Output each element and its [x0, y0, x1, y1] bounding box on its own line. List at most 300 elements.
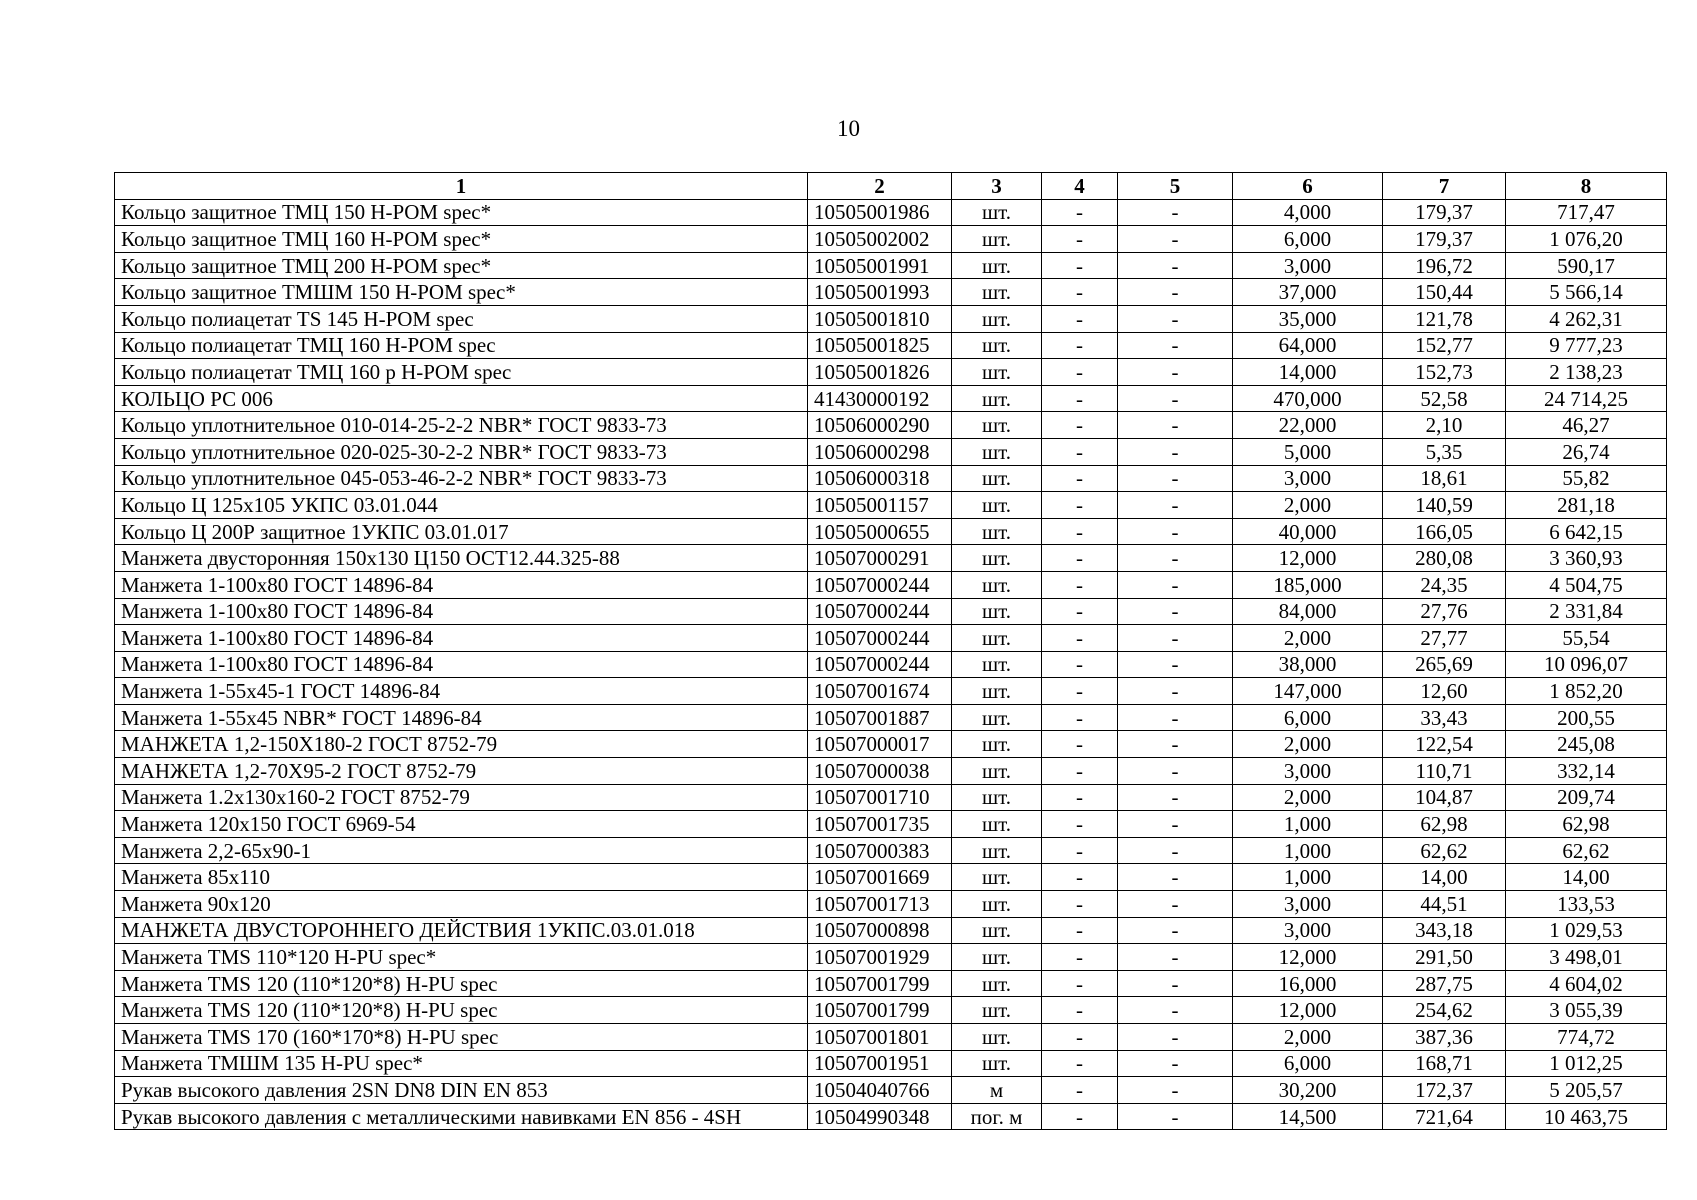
unit-cell: шт.: [952, 359, 1042, 386]
quantity-cell: 3,000: [1233, 891, 1383, 918]
item-code-cell: 10504040766: [808, 1077, 952, 1104]
item-name-cell: Кольцо защитное ТМЦ 200 H-POM spec*: [115, 252, 808, 279]
item-code-cell: 10507000038: [808, 758, 952, 785]
item-code-cell: 10505000655: [808, 518, 952, 545]
table-row: [115, 944, 1667, 971]
column-5-cell: -: [1118, 917, 1233, 944]
item-code-cell: 10506000290: [808, 412, 952, 439]
unit-cell: шт.: [952, 199, 1042, 226]
sum-cell: 281,18: [1506, 492, 1667, 519]
item-name-cell: Манжета ТМШМ 135 H-PU spec*: [115, 1050, 808, 1077]
column-5-cell: -: [1118, 332, 1233, 359]
price-cell: 287,75: [1383, 970, 1506, 997]
table-row: [115, 545, 1667, 572]
sum-cell: 2 138,23: [1506, 359, 1667, 386]
table-body: [115, 199, 1667, 1130]
item-name-cell: Манжета TMS 110*120 H-PU spec*: [115, 944, 808, 971]
sum-cell: 332,14: [1506, 758, 1667, 785]
quantity-cell: 2,000: [1233, 784, 1383, 811]
unit-cell: шт.: [952, 226, 1042, 253]
quantity-cell: 12,000: [1233, 997, 1383, 1024]
sum-cell: 14,00: [1506, 864, 1667, 891]
table-row: [115, 332, 1667, 359]
quantity-cell: 3,000: [1233, 758, 1383, 785]
price-cell: 2,10: [1383, 412, 1506, 439]
unit-cell: шт.: [952, 678, 1042, 705]
spec-table: [114, 172, 1667, 1130]
price-cell: 104,87: [1383, 784, 1506, 811]
table-row: [115, 811, 1667, 838]
unit-cell: шт.: [952, 784, 1042, 811]
column-5-cell: -: [1118, 758, 1233, 785]
price-cell: 140,59: [1383, 492, 1506, 519]
price-cell: 110,71: [1383, 758, 1506, 785]
item-name-cell: Кольцо защитное ТМЦ 160 H-POM spec*: [115, 226, 808, 253]
item-name-cell: Манжета 1-55х45-1 ГОСТ 14896-84: [115, 678, 808, 705]
column-5-cell: -: [1118, 837, 1233, 864]
table-row: [115, 704, 1667, 731]
price-cell: 172,37: [1383, 1077, 1506, 1104]
column-4-cell: -: [1042, 412, 1118, 439]
table-row: [115, 359, 1667, 386]
quantity-cell: 12,000: [1233, 944, 1383, 971]
column-5-cell: -: [1118, 359, 1233, 386]
item-name-cell: Манжета TMS 120 (110*120*8) H-PU spec: [115, 970, 808, 997]
sum-cell: 9 777,23: [1506, 332, 1667, 359]
item-name-cell: Рукав высокого давления 2SN DN8 DIN EN 853: [115, 1077, 808, 1104]
quantity-cell: 5,000: [1233, 438, 1383, 465]
sum-cell: 24 714,25: [1506, 385, 1667, 412]
quantity-cell: 1,000: [1233, 864, 1383, 891]
item-code-cell: 10507000244: [808, 598, 952, 625]
sum-cell: 10 463,75: [1506, 1103, 1667, 1130]
table-row: [115, 492, 1667, 519]
item-code-cell: 10506000298: [808, 438, 952, 465]
unit-cell: шт.: [952, 305, 1042, 332]
item-name-cell: Манжета 120х150 ГОСТ 6969-54: [115, 811, 808, 838]
item-code-cell: 10507001710: [808, 784, 952, 811]
item-code-cell: 10507001801: [808, 1024, 952, 1051]
column-4-cell: -: [1042, 571, 1118, 598]
table-row: [115, 252, 1667, 279]
column-4-cell: -: [1042, 518, 1118, 545]
quantity-cell: 14,500: [1233, 1103, 1383, 1130]
table-row: [115, 1103, 1667, 1130]
item-name-cell: Кольцо полиацетат ТМЦ 160 р H-POM spec: [115, 359, 808, 386]
unit-cell: шт.: [952, 891, 1042, 918]
sum-cell: 200,55: [1506, 704, 1667, 731]
column-5-cell: -: [1118, 465, 1233, 492]
item-code-cell: 10505001993: [808, 279, 952, 306]
item-name-cell: Манжета 1-55х45 NBR* ГОСТ 14896-84: [115, 704, 808, 731]
column-5-cell: -: [1118, 1024, 1233, 1051]
column-5-cell: -: [1118, 385, 1233, 412]
unit-cell: шт.: [952, 731, 1042, 758]
table-row: [115, 518, 1667, 545]
table-row: [115, 385, 1667, 412]
column-5-cell: -: [1118, 571, 1233, 598]
price-cell: 343,18: [1383, 917, 1506, 944]
table-row: [115, 758, 1667, 785]
table-row: [115, 731, 1667, 758]
unit-cell: шт.: [952, 811, 1042, 838]
item-name-cell: Кольцо Ц 125х105 УКПС 03.01.044: [115, 492, 808, 519]
column-4-cell: -: [1042, 252, 1118, 279]
price-cell: 5,35: [1383, 438, 1506, 465]
price-cell: 152,77: [1383, 332, 1506, 359]
table-row: [115, 412, 1667, 439]
unit-cell: шт.: [952, 465, 1042, 492]
sum-cell: 62,62: [1506, 837, 1667, 864]
unit-cell: шт.: [952, 571, 1042, 598]
column-4-cell: -: [1042, 997, 1118, 1024]
column-4-cell: -: [1042, 359, 1118, 386]
column-4-cell: -: [1042, 305, 1118, 332]
column-5-cell: -: [1118, 545, 1233, 572]
sum-cell: 10 096,07: [1506, 651, 1667, 678]
table-row: [115, 784, 1667, 811]
header-cell-sum: 8: [1506, 173, 1667, 200]
item-name-cell: Манжета 1-100х80 ГОСТ 14896-84: [115, 625, 808, 652]
column-4-cell: -: [1042, 438, 1118, 465]
column-5-cell: -: [1118, 279, 1233, 306]
column-4-cell: -: [1042, 651, 1118, 678]
unit-cell: шт.: [952, 518, 1042, 545]
item-name-cell: Манжета 1-100х80 ГОСТ 14896-84: [115, 598, 808, 625]
column-5-cell: -: [1118, 811, 1233, 838]
quantity-cell: 22,000: [1233, 412, 1383, 439]
quantity-cell: 6,000: [1233, 704, 1383, 731]
quantity-cell: 12,000: [1233, 545, 1383, 572]
column-5-cell: -: [1118, 492, 1233, 519]
column-5-cell: -: [1118, 1050, 1233, 1077]
column-4-cell: -: [1042, 465, 1118, 492]
price-cell: 265,69: [1383, 651, 1506, 678]
column-4-cell: -: [1042, 784, 1118, 811]
price-cell: 33,43: [1383, 704, 1506, 731]
sum-cell: 55,82: [1506, 465, 1667, 492]
price-cell: 168,71: [1383, 1050, 1506, 1077]
table-row: [115, 917, 1667, 944]
price-cell: 121,78: [1383, 305, 1506, 332]
price-cell: 152,73: [1383, 359, 1506, 386]
column-5-cell: -: [1118, 438, 1233, 465]
item-name-cell: МАНЖЕТА 1,2-70Х95-2 ГОСТ 8752-79: [115, 758, 808, 785]
item-name-cell: Манжета 90х120: [115, 891, 808, 918]
item-code-cell: 10506000318: [808, 465, 952, 492]
unit-cell: шт.: [952, 704, 1042, 731]
sum-cell: 26,74: [1506, 438, 1667, 465]
item-code-cell: 10507000383: [808, 837, 952, 864]
quantity-cell: 84,000: [1233, 598, 1383, 625]
unit-cell: пог. м: [952, 1103, 1042, 1130]
column-5-cell: -: [1118, 970, 1233, 997]
column-4-cell: -: [1042, 279, 1118, 306]
column-5-cell: -: [1118, 944, 1233, 971]
item-name-cell: Кольцо Ц 200Р защитное 1УКПС 03.01.017: [115, 518, 808, 545]
column-5-cell: -: [1118, 305, 1233, 332]
item-name-cell: Манжета двусторонняя 150х130 Ц150 ОСТ12.44.325-88: [115, 545, 808, 572]
sum-cell: 133,53: [1506, 891, 1667, 918]
unit-cell: шт.: [952, 864, 1042, 891]
item-code-cell: 10504990348: [808, 1103, 952, 1130]
item-name-cell: Кольцо уплотнительное 045-053-46-2-2 NBR* ГОСТ 9833-73: [115, 465, 808, 492]
quantity-cell: 14,000: [1233, 359, 1383, 386]
item-name-cell: Манжета TMS 170 (160*170*8) H-PU spec: [115, 1024, 808, 1051]
column-4-cell: -: [1042, 332, 1118, 359]
item-code-cell: 10507001713: [808, 891, 952, 918]
price-cell: 150,44: [1383, 279, 1506, 306]
sum-cell: 4 504,75: [1506, 571, 1667, 598]
item-name-cell: Рукав высокого давления с металлическими навивками EN 856 - 4SH: [115, 1103, 808, 1130]
quantity-cell: 35,000: [1233, 305, 1383, 332]
quantity-cell: 1,000: [1233, 837, 1383, 864]
column-5-cell: -: [1118, 997, 1233, 1024]
column-4-cell: -: [1042, 1050, 1118, 1077]
unit-cell: м: [952, 1077, 1042, 1104]
item-code-cell: 10507001674: [808, 678, 952, 705]
item-code-cell: 10507001929: [808, 944, 952, 971]
sum-cell: 46,27: [1506, 412, 1667, 439]
item-code-cell: 10507001735: [808, 811, 952, 838]
quantity-cell: 4,000: [1233, 199, 1383, 226]
item-name-cell: Манжета 1-100х80 ГОСТ 14896-84: [115, 651, 808, 678]
unit-cell: шт.: [952, 625, 1042, 652]
sum-cell: 55,54: [1506, 625, 1667, 652]
header-cell-quantity: 6: [1233, 173, 1383, 200]
price-cell: 291,50: [1383, 944, 1506, 971]
quantity-cell: 185,000: [1233, 571, 1383, 598]
column-5-cell: -: [1118, 651, 1233, 678]
quantity-cell: 470,000: [1233, 385, 1383, 412]
table-row: [115, 625, 1667, 652]
item-code-cell: 10507001669: [808, 864, 952, 891]
table-row: [115, 970, 1667, 997]
column-5-cell: -: [1118, 226, 1233, 253]
price-cell: 122,54: [1383, 731, 1506, 758]
table-row: [115, 1024, 1667, 1051]
column-4-cell: -: [1042, 811, 1118, 838]
unit-cell: шт.: [952, 651, 1042, 678]
quantity-cell: 64,000: [1233, 332, 1383, 359]
table-row: [115, 997, 1667, 1024]
header-cell-unit: 3: [952, 173, 1042, 200]
column-4-cell: -: [1042, 758, 1118, 785]
price-cell: 280,08: [1383, 545, 1506, 572]
item-name-cell: Манжета 2,2-65х90-1: [115, 837, 808, 864]
header-cell-name: 1: [115, 173, 808, 200]
unit-cell: шт.: [952, 252, 1042, 279]
column-5-cell: -: [1118, 891, 1233, 918]
quantity-cell: 37,000: [1233, 279, 1383, 306]
header-cell-col4: 4: [1042, 173, 1118, 200]
column-4-cell: -: [1042, 1024, 1118, 1051]
table-row: [115, 465, 1667, 492]
column-5-cell: -: [1118, 412, 1233, 439]
price-cell: 24,35: [1383, 571, 1506, 598]
table-row: [115, 571, 1667, 598]
price-cell: 387,36: [1383, 1024, 1506, 1051]
quantity-cell: 30,200: [1233, 1077, 1383, 1104]
price-cell: 27,76: [1383, 598, 1506, 625]
table-row: [115, 279, 1667, 306]
column-4-cell: -: [1042, 1077, 1118, 1104]
price-cell: 62,62: [1383, 837, 1506, 864]
column-4-cell: -: [1042, 837, 1118, 864]
header-cell-code: 2: [808, 173, 952, 200]
column-4-cell: -: [1042, 1103, 1118, 1130]
item-name-cell: МАНЖЕТА ДВУСТОРОННЕГО ДЕЙСТВИЯ 1УКПС.03.01.018: [115, 917, 808, 944]
item-name-cell: Кольцо полиацетат TS 145 H-POM spec: [115, 305, 808, 332]
table-row: [115, 651, 1667, 678]
item-code-cell: 10507000017: [808, 731, 952, 758]
item-code-cell: 10505001157: [808, 492, 952, 519]
quantity-cell: 6,000: [1233, 1050, 1383, 1077]
price-cell: 44,51: [1383, 891, 1506, 918]
item-name-cell: Манжета 1-100х80 ГОСТ 14896-84: [115, 571, 808, 598]
quantity-cell: 6,000: [1233, 226, 1383, 253]
sum-cell: 209,74: [1506, 784, 1667, 811]
table-row: [115, 678, 1667, 705]
column-4-cell: -: [1042, 545, 1118, 572]
column-4-cell: -: [1042, 492, 1118, 519]
sum-cell: 6 642,15: [1506, 518, 1667, 545]
price-cell: 179,37: [1383, 226, 1506, 253]
price-cell: 27,77: [1383, 625, 1506, 652]
table-row: [115, 837, 1667, 864]
quantity-cell: 1,000: [1233, 811, 1383, 838]
header-row: [115, 173, 1667, 200]
price-cell: 52,58: [1383, 385, 1506, 412]
item-code-cell: 41430000192: [808, 385, 952, 412]
sum-cell: 590,17: [1506, 252, 1667, 279]
sum-cell: 1 076,20: [1506, 226, 1667, 253]
item-name-cell: Манжета 85х110: [115, 864, 808, 891]
price-cell: 62,98: [1383, 811, 1506, 838]
column-4-cell: -: [1042, 598, 1118, 625]
item-name-cell: Кольцо защитное ТМШМ 150 H-POM spec*: [115, 279, 808, 306]
sum-cell: 3 498,01: [1506, 944, 1667, 971]
item-code-cell: 10507001799: [808, 970, 952, 997]
column-4-cell: -: [1042, 731, 1118, 758]
price-cell: 14,00: [1383, 864, 1506, 891]
unit-cell: шт.: [952, 997, 1042, 1024]
column-5-cell: -: [1118, 598, 1233, 625]
page-number: 10: [837, 116, 860, 141]
sum-cell: 3 055,39: [1506, 997, 1667, 1024]
column-5-cell: -: [1118, 731, 1233, 758]
table-row: [115, 438, 1667, 465]
item-name-cell: МАНЖЕТА 1,2-150Х180-2 ГОСТ 8752-79: [115, 731, 808, 758]
column-4-cell: -: [1042, 226, 1118, 253]
column-5-cell: -: [1118, 864, 1233, 891]
unit-cell: шт.: [952, 279, 1042, 306]
item-name-cell: Кольцо защитное ТМЦ 150 H-POM spec*: [115, 199, 808, 226]
quantity-cell: 2,000: [1233, 731, 1383, 758]
header-cell-col5: 5: [1118, 173, 1233, 200]
table-row: [115, 864, 1667, 891]
unit-cell: шт.: [952, 492, 1042, 519]
sum-cell: 3 360,93: [1506, 545, 1667, 572]
item-code-cell: 10505001826: [808, 359, 952, 386]
unit-cell: шт.: [952, 545, 1042, 572]
table-row: [115, 1077, 1667, 1104]
item-code-cell: 10507000244: [808, 625, 952, 652]
sum-cell: 5 566,14: [1506, 279, 1667, 306]
price-cell: 721,64: [1383, 1103, 1506, 1130]
price-cell: 12,60: [1383, 678, 1506, 705]
column-5-cell: -: [1118, 252, 1233, 279]
column-4-cell: -: [1042, 944, 1118, 971]
item-code-cell: 10505001810: [808, 305, 952, 332]
item-code-cell: 10507001887: [808, 704, 952, 731]
item-name-cell: Кольцо уплотнительное 020-025-30-2-2 NBR* ГОСТ 9833-73: [115, 438, 808, 465]
sum-cell: 2 331,84: [1506, 598, 1667, 625]
table-row: [115, 199, 1667, 226]
column-4-cell: -: [1042, 891, 1118, 918]
unit-cell: шт.: [952, 385, 1042, 412]
unit-cell: шт.: [952, 438, 1042, 465]
item-code-cell: 10507000898: [808, 917, 952, 944]
column-5-cell: -: [1118, 704, 1233, 731]
price-cell: 166,05: [1383, 518, 1506, 545]
column-5-cell: -: [1118, 784, 1233, 811]
item-code-cell: 10507001951: [808, 1050, 952, 1077]
table-row: [115, 1050, 1667, 1077]
item-code-cell: 10505001991: [808, 252, 952, 279]
item-name-cell: КОЛЬЦО РС 006: [115, 385, 808, 412]
item-code-cell: 10507001799: [808, 997, 952, 1024]
sum-cell: 4 604,02: [1506, 970, 1667, 997]
item-code-cell: 10505001825: [808, 332, 952, 359]
sum-cell: 1 012,25: [1506, 1050, 1667, 1077]
column-4-cell: -: [1042, 625, 1118, 652]
table-row: [115, 305, 1667, 332]
price-cell: 254,62: [1383, 997, 1506, 1024]
quantity-cell: 3,000: [1233, 465, 1383, 492]
table-row: [115, 598, 1667, 625]
price-cell: 18,61: [1383, 465, 1506, 492]
item-code-cell: 10507000244: [808, 651, 952, 678]
sum-cell: 62,98: [1506, 811, 1667, 838]
quantity-cell: 40,000: [1233, 518, 1383, 545]
quantity-cell: 147,000: [1233, 678, 1383, 705]
unit-cell: шт.: [952, 1024, 1042, 1051]
quantity-cell: 2,000: [1233, 492, 1383, 519]
column-5-cell: -: [1118, 625, 1233, 652]
column-4-cell: -: [1042, 864, 1118, 891]
unit-cell: шт.: [952, 944, 1042, 971]
column-5-cell: -: [1118, 199, 1233, 226]
quantity-cell: 3,000: [1233, 917, 1383, 944]
item-code-cell: 10507000244: [808, 571, 952, 598]
item-name-cell: Кольцо уплотнительное 010-014-25-2-2 NBR* ГОСТ 9833-73: [115, 412, 808, 439]
sum-cell: 5 205,57: [1506, 1077, 1667, 1104]
sum-cell: 1 852,20: [1506, 678, 1667, 705]
item-name-cell: Манжета 1.2х130х160-2 ГОСТ 8752-79: [115, 784, 808, 811]
unit-cell: шт.: [952, 598, 1042, 625]
sum-cell: 1 029,53: [1506, 917, 1667, 944]
column-4-cell: -: [1042, 199, 1118, 226]
quantity-cell: 3,000: [1233, 252, 1383, 279]
unit-cell: шт.: [952, 332, 1042, 359]
unit-cell: шт.: [952, 1050, 1042, 1077]
item-code-cell: 10505001986: [808, 199, 952, 226]
quantity-cell: 2,000: [1233, 625, 1383, 652]
quantity-cell: 38,000: [1233, 651, 1383, 678]
sum-cell: 4 262,31: [1506, 305, 1667, 332]
item-name-cell: Манжета TMS 120 (110*120*8) H-PU spec: [115, 997, 808, 1024]
